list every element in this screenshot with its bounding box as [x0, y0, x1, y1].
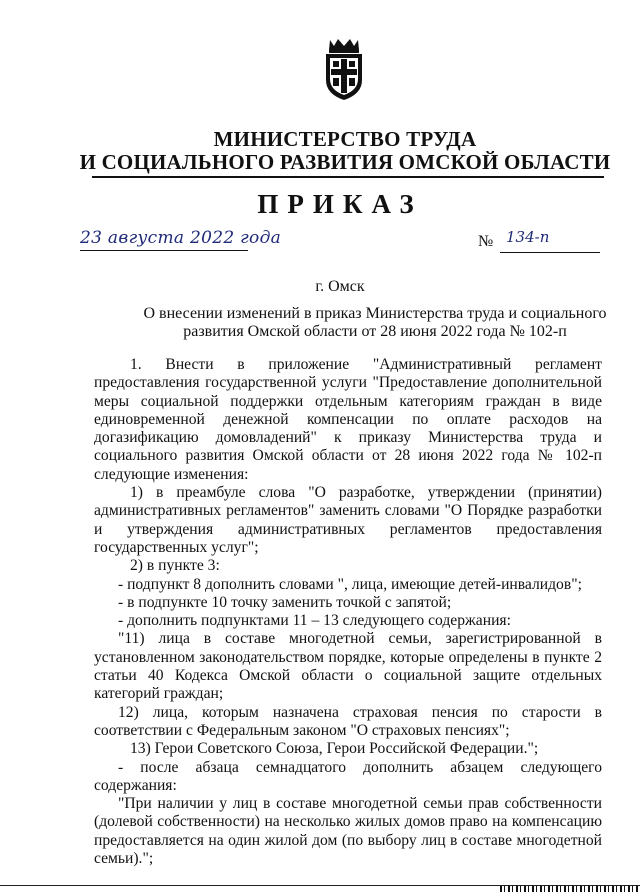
paragraph: "11) лица в составе многодетной семьи, зарегистрированной в установленном законодательством порядке, которые определены в пункте 2 статьи 40 Кодекса Омской области о социальной защите отдельных категорий граждан;: [94, 630, 602, 703]
paragraph: - в подпункте 10 точку заменить точкой с запятой;: [118, 593, 452, 611]
paragraph: - после абзаца семнадцатого дополнить абзацем следующего содержания:: [94, 758, 602, 794]
header-divider: [92, 176, 604, 178]
paragraph: 13) Герои Советского Союза, Герои Российской Федерации.";: [130, 740, 539, 758]
document-subject: [130, 305, 620, 341]
handwritten-date: 23 августа 2022 года: [80, 228, 282, 248]
handwritten-number: 134-п: [506, 228, 550, 246]
paragraph: - дополнить подпунктами 11 – 13 следующего содержания:: [118, 612, 511, 630]
paragraph: 1. Внести в приложение "Административный регламент предоставления государственной услуги "Предоставление дополнительной меры социальной поддержки отдельным категориям граждан в виде единовременной денежной компенсации по оплате расходов на догазификацию домовладений" к приказу Министерства труда и социального развития Омской области от 28 июня 2022 года № 102-п следующие изменения:: [94, 356, 602, 483]
barcode-strip: [500, 886, 640, 892]
paragraph: 1) в преамбуле слова "О разработке, утверждении (принятии) административных регламентов" заменить словами "О Порядке разработки и утверждения административных регламентов предоставления государственных услуг";: [94, 484, 602, 556]
number-label: №: [478, 233, 494, 250]
org-name-line2: И СОЦИАЛЬНОГО РАЗВИТИЯ ОМСКОЙ ОБЛАСТИ: [79, 150, 611, 174]
paragraph: - подпункт 8 дополнить словами ", лица, имеющие детей-инвалидов";: [118, 575, 582, 593]
city-name: г. Омск: [315, 278, 365, 295]
document-type-title: ПРИКАЗ: [257, 189, 423, 219]
date-underline: [80, 250, 248, 251]
document-body: [94, 356, 602, 868]
subject-line1: О внесении изменений в приказ Министерства труда и социального: [143, 305, 607, 322]
paragraph: 12) лица, которым назначена страховая пенсия по старости в соответствии с Федеральным законом "О страховых пенсиях";: [94, 703, 602, 739]
org-name-line1: МИНИСТЕРСТВО ТРУДА: [213, 127, 477, 151]
paragraph: "При наличии у лиц в составе многодетной семьи прав собственности (долевой собственности) на несколько жилых домов право на компенсацию предоставляется на один жилой дом (по выбору лиц в составе многодетной семьи).";: [94, 795, 602, 868]
subject-line2: развития Омской области от 28 июня 2022 года № 102-п: [183, 323, 567, 340]
coat-of-arms-icon: [318, 36, 370, 102]
paragraph: 2) в пункте 3:: [130, 557, 220, 575]
number-underline: [500, 252, 600, 253]
